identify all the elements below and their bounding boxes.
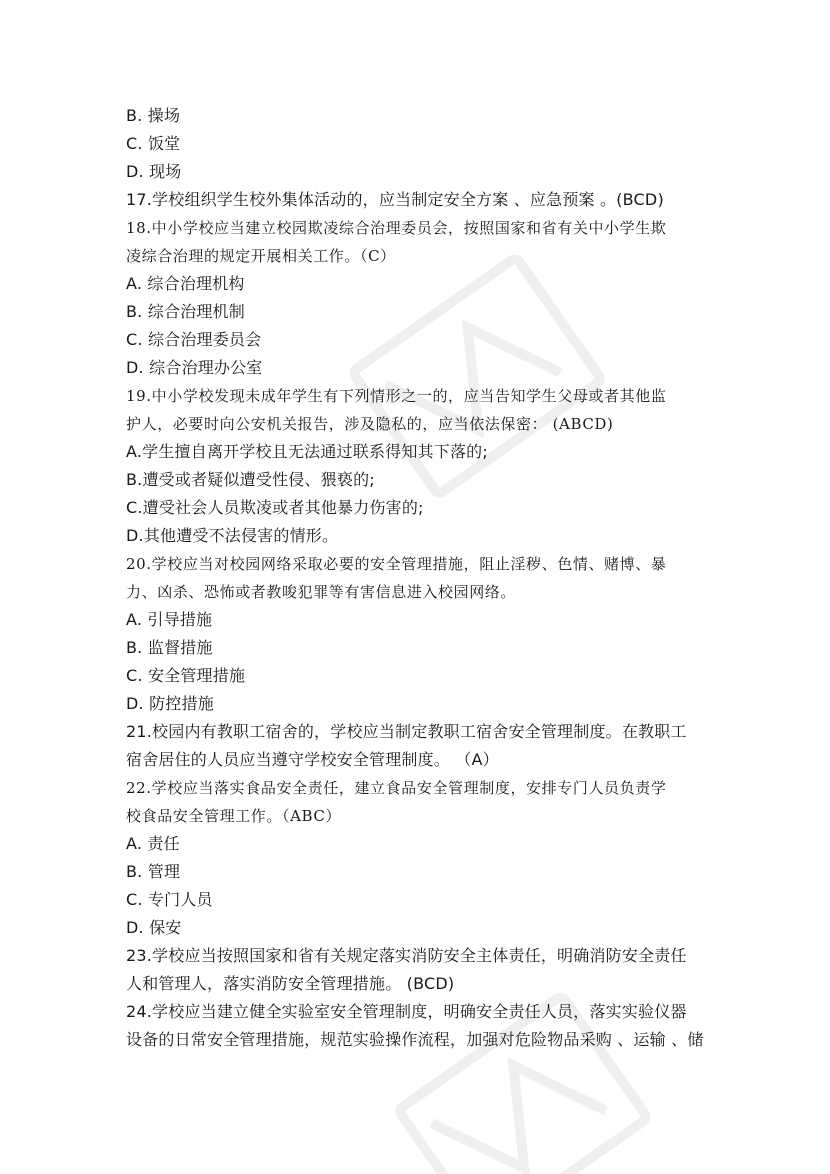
question-22-line-1: 22.学校应当落实食品安全责任，建立食品安全管理制度，安排专门人员负责学 xyxy=(126,779,667,797)
question-21-line-2: 宿舍居住的人员应当遵守学校安全管理制度。 （A） xyxy=(126,750,499,769)
option-line: D. 综合治理办公室 xyxy=(126,358,263,377)
option-line: C. 专门人员 xyxy=(126,890,213,909)
option-line: D. 保安 xyxy=(126,918,182,937)
question-18-line-1: 18.中小学校应当建立校园欺凌综合治理委员会，按照国家和省有关中小学生欺 xyxy=(126,219,667,237)
option-line: D. 防控措施 xyxy=(126,694,214,713)
option-line: B. 综合治理机制 xyxy=(126,302,245,321)
question-20-line-1: 20.学校应当对校园网络采取必要的安全管理措施，阻止淫秽、色情、赌博、暴 xyxy=(126,555,667,573)
question-19-line-1: 19.中小学校发现未成年学生有下列情形之一的，应当告知学生父母或者其他监 xyxy=(126,387,667,405)
option-line: A.学生擅自离开学校且无法通过联系得知其下落的; xyxy=(126,442,488,461)
question-22-line-2: 校食品安全管理工作。（ABC） xyxy=(126,807,342,825)
question-23-line-2: 人和管理人，落实消防安全管理措施。 (BCD) xyxy=(126,974,455,993)
question-20-line-2: 力、凶杀、恐怖或者教唆犯罪等有害信息进入校园网络。 xyxy=(126,583,517,601)
question-18-line-2: 凌综合治理的规定开展相关工作。（C） xyxy=(126,247,396,265)
question-24-line-1: 24.学校应当建立健全实验室安全管理制度，明确安全责任人员，落实实验仪器 xyxy=(126,1002,687,1021)
option-line: B. 操场 xyxy=(126,106,181,125)
option-line: B. 监督措施 xyxy=(126,638,213,657)
option-line: C. 饭堂 xyxy=(126,134,181,153)
option-line: D. 现场 xyxy=(126,162,182,181)
question-19-line-2: 护人，必要时向公安机关报告，涉及隐私的，应当依法保密： (ABCD) xyxy=(126,415,614,433)
option-line: C.遭受社会人员欺凌或者其他暴力伤害的; xyxy=(126,498,424,517)
option-line: B. 管理 xyxy=(126,862,181,881)
option-line: D.其他遭受不法侵害的情形。 xyxy=(126,526,339,545)
question-23-line-1: 23.学校应当按照国家和省有关规定落实消防安全主体责任，明确消防安全责任 xyxy=(126,946,687,965)
option-line: C. 安全管理措施 xyxy=(126,666,246,685)
option-line: C. 综合治理委员会 xyxy=(126,330,262,349)
option-line: A. 责任 xyxy=(126,834,180,853)
option-line: A. 综合治理机构 xyxy=(126,274,245,293)
question-24-line-2: 设备的日常安全管理措施，规范实验操作流程，加强对危险物品采购 、运输 、储 xyxy=(126,1030,704,1049)
option-line: B.遭受或者疑似遭受性侵、猥亵的; xyxy=(126,470,375,489)
option-line: A. 引导措施 xyxy=(126,610,213,629)
question-21-line-1: 21.校园内有教职工宿舍的，学校应当制定教职工宿舍安全管理制度。在教职工 xyxy=(126,722,687,741)
question-17: 17.学校组织学生校外集体活动的，应当制定安全方案 、应急预案 。(BCD) xyxy=(126,190,664,209)
